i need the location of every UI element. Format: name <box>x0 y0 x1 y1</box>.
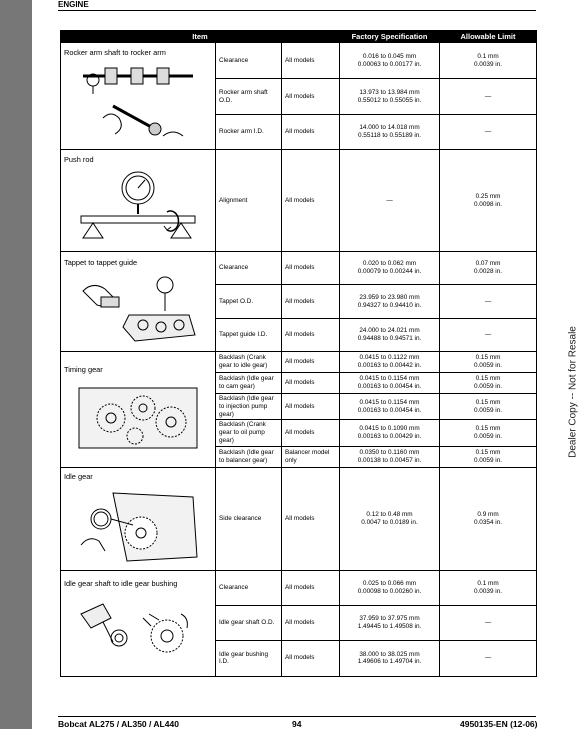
factory-spec: 0.0350 to 0.1160 mm 0.00138 to 0.00457 in. <box>340 446 440 467</box>
row-item: Backlash (Crank gear to oil pump gear) <box>216 420 282 446</box>
table-row <box>61 150 537 252</box>
row-models: All models <box>282 605 340 640</box>
row-models: All models <box>282 43 340 79</box>
spec-table <box>60 30 537 677</box>
col-item-header: Item <box>61 31 340 43</box>
group-cell <box>61 252 216 352</box>
allowable-limit: 0.07 mm 0.0028 in. <box>440 252 537 285</box>
allowable-limit: 0.25 mm 0.0098 in. <box>440 150 537 252</box>
group-cell <box>61 570 216 676</box>
row-item: Clearance <box>216 252 282 285</box>
footer-doc-number: 4950135-EN (12-06) <box>460 719 538 729</box>
factory-spec: 23.959 to 23.980 mm 0.94327 to 0.94410 in. <box>340 285 440 319</box>
group-title: Timing gear <box>64 364 103 374</box>
group-cell <box>61 467 216 570</box>
row-item: Tappet O.D. <box>216 285 282 319</box>
row-item: Rocker arm shaft O.D. <box>216 79 282 115</box>
factory-spec: 37.959 to 37.975 mm 1.49445 to 1.49508 in. <box>340 605 440 640</box>
col-factory-header: Factory Specification <box>340 31 440 43</box>
row-item: Side clearance <box>216 467 282 570</box>
table-row <box>61 467 537 570</box>
table-row <box>61 252 537 285</box>
row-item: Backlash (Crank gear to idle gear) <box>216 352 282 373</box>
allowable-limit: 0.15 mm 0.0059 in. <box>440 352 537 373</box>
group-title: Tappet to tappet guide <box>64 257 138 267</box>
allowable-limit: — <box>440 115 537 150</box>
factory-spec: 0.020 to 0.062 mm 0.00079 to 0.00244 in. <box>340 252 440 285</box>
allowable-limit: 0.15 mm 0.0059 in. <box>440 446 537 467</box>
factory-spec: 0.12 to 0.48 mm 0.0047 to 0.0189 in. <box>340 467 440 570</box>
allowable-limit: 0.1 mm 0.0039 in. <box>440 43 537 79</box>
scan-gutter <box>0 0 32 729</box>
col-limit-header: Allowable Limit <box>440 31 537 43</box>
footer-model: Bobcat AL275 / AL350 / AL440 <box>58 719 179 729</box>
factory-spec: 24.000 to 24.021 mm 0.94488 to 0.94571 in. <box>340 319 440 352</box>
dealer-copy-watermark: Dealer Copy -- Not for Resale <box>567 326 579 458</box>
group-title: Push rod <box>64 154 94 164</box>
factory-spec: 0.0415 to 0.1154 mm 0.00163 to 0.00454 in. <box>340 373 440 394</box>
row-item: Clearance <box>216 570 282 605</box>
allowable-limit: 0.15 mm 0.0059 in. <box>440 394 537 420</box>
row-models: All models <box>282 285 340 319</box>
allowable-limit: 0.1 mm 0.0039 in. <box>440 570 537 605</box>
push-rod-illustration <box>73 168 203 246</box>
factory-spec: — <box>340 150 440 252</box>
group-title: Rocker arm shaft to rocker arm <box>64 48 166 58</box>
row-item: Tappet guide I.D. <box>216 319 282 352</box>
rocker-arm-illustration <box>73 62 203 144</box>
row-models: All models <box>282 640 340 676</box>
table-row <box>61 570 537 605</box>
idle-gear-shaft-illustration <box>73 592 203 668</box>
row-item: Backlash (Idle gear to cam gear) <box>216 373 282 394</box>
factory-spec: 0.0415 to 0.1122 mm 0.00163 to 0.00442 in. <box>340 352 440 373</box>
factory-spec: 0.0415 to 0.1154 mm 0.00163 to 0.00454 in. <box>340 394 440 420</box>
row-item: Backlash (Idle gear to balancer gear) <box>216 446 282 467</box>
table-row <box>61 43 537 79</box>
row-models: All models <box>282 150 340 252</box>
factory-spec: 0.025 to 0.066 mm 0.00098 to 0.00260 in. <box>340 570 440 605</box>
page-number: 94 <box>292 719 302 729</box>
row-models: Balancer model only <box>282 446 340 467</box>
row-item: Rocker arm I.D. <box>216 115 282 150</box>
row-item: Idle gear bushing I.D. <box>216 640 282 676</box>
row-models: All models <box>282 252 340 285</box>
row-item: Idle gear shaft O.D. <box>216 605 282 640</box>
factory-spec: 14.000 to 14.018 mm 0.55118 to 0.55189 in. <box>340 115 440 150</box>
allowable-limit: 0.9 mm 0.0354 in. <box>440 467 537 570</box>
row-models: All models <box>282 319 340 352</box>
group-cell <box>61 43 216 150</box>
allowable-limit: 0.15 mm 0.0059 in. <box>440 420 537 446</box>
group-cell <box>61 352 216 468</box>
footer-rule <box>58 716 536 717</box>
group-title: Idle gear shaft to idle gear bushing <box>64 578 178 588</box>
timing-gear-illustration <box>73 378 203 454</box>
allowable-limit: — <box>440 319 537 352</box>
table-header-row <box>61 31 537 43</box>
row-models: All models <box>282 352 340 373</box>
factory-spec: 38.000 to 38.025 mm 1.49606 to 1.49704 in. <box>340 640 440 676</box>
allowable-limit: — <box>440 640 537 676</box>
row-models: All models <box>282 79 340 115</box>
row-item: Backlash (Idle gear to injection pump gear) <box>216 394 282 420</box>
factory-spec: 13.973 to 13.984 mm 0.55012 to 0.55055 in. <box>340 79 440 115</box>
allowable-limit: — <box>440 605 537 640</box>
row-models: All models <box>282 394 340 420</box>
row-models: All models <box>282 420 340 446</box>
group-title: Idle gear <box>64 472 93 482</box>
factory-spec: 0.016 to 0.045 mm 0.00063 to 0.00177 in. <box>340 43 440 79</box>
table-row <box>61 352 537 373</box>
group-cell <box>61 150 216 252</box>
tappet-illustration <box>73 271 203 345</box>
row-models: All models <box>282 467 340 570</box>
row-models: All models <box>282 115 340 150</box>
section-header: ENGINE <box>58 0 89 9</box>
idle-gear-illustration <box>73 485 203 565</box>
row-item: Alignment <box>216 150 282 252</box>
row-models: All models <box>282 570 340 605</box>
allowable-limit: 0.15 mm 0.0059 in. <box>440 373 537 394</box>
row-item: Clearance <box>216 43 282 79</box>
allowable-limit: — <box>440 79 537 115</box>
allowable-limit: — <box>440 285 537 319</box>
factory-spec: 0.0415 to 0.1090 mm 0.00163 to 0.00429 in. <box>340 420 440 446</box>
row-models: All models <box>282 373 340 394</box>
header-rule <box>58 10 536 11</box>
